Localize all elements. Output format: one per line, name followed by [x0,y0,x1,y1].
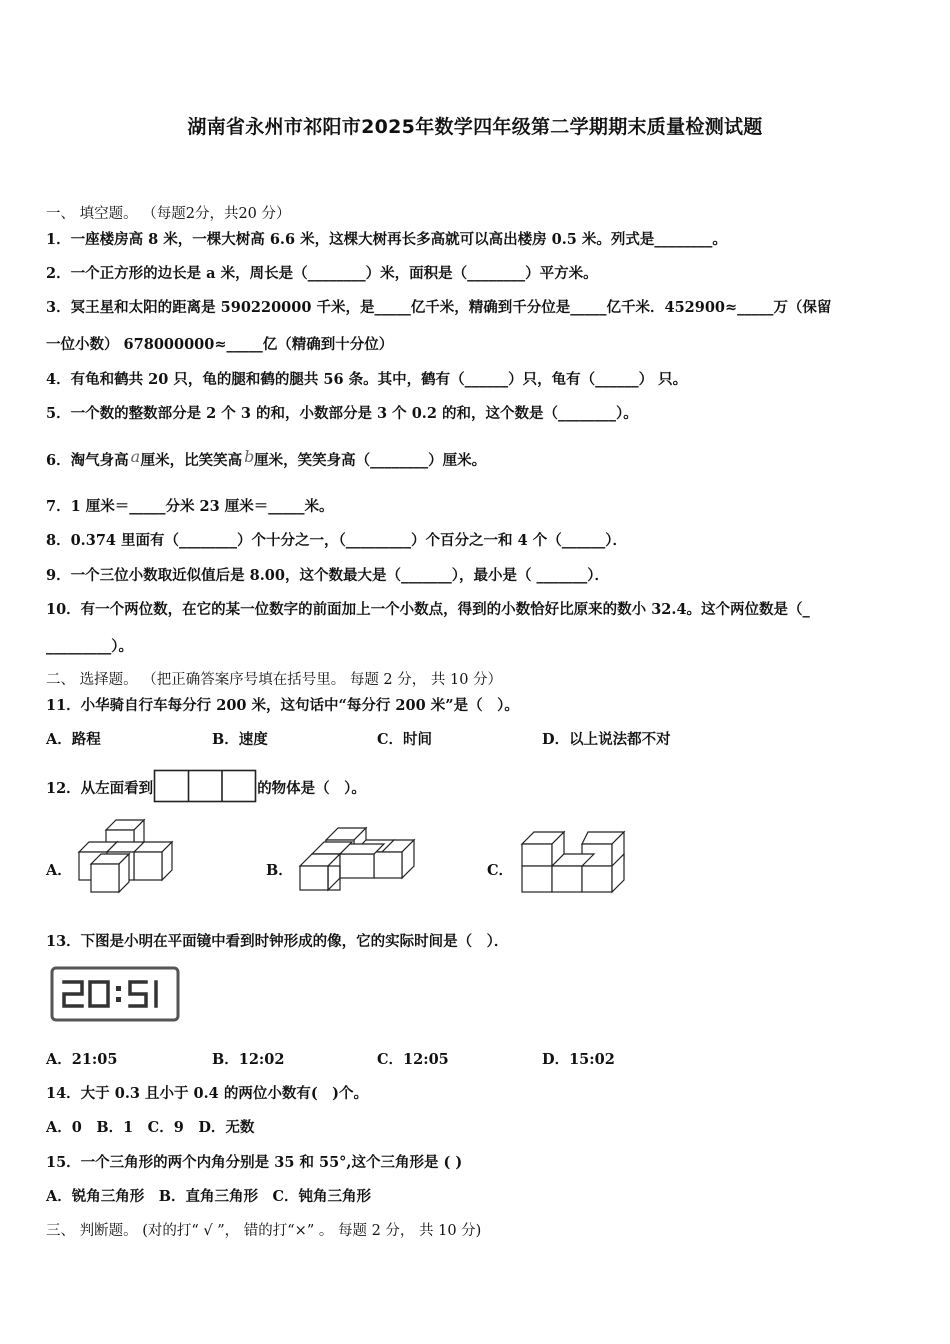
question-7: 7．1 厘米＝_____分米 23 厘米＝_____米。 [46,498,334,515]
clock-display [50,966,180,1022]
section-3-heading: 三、 判断题。 (对的打“ √ ”， 错的打“×” 。 每题 2 分， 共 10 分) [46,1223,482,1239]
question-5: 5．一个数的整数部分是 2 个 3 的和，小数部分是 3 个 0.2 的和，这个数是（________）。 [46,405,638,422]
q12-part-1: 12．从左面看到 [46,780,154,797]
q6-part-2: 厘米，比笑笑高 [140,452,243,469]
question-10-line-1: 10．有一个两位数，在它的某一位数字的前面加上一个小数点，得到的小数恰好比原来的数小 32.4。这个两位数是（_ [46,601,810,618]
question-3-line-1: 3．冥王星和太阳的距离是 590220000 千米，是_____亿千米，精确到千分位是_____亿千米．452900≈_____万（保留 [46,299,832,316]
page-title: 湖南省永州市祁阳市2025年数学四年级第二学期期末质量检测试题 [187,116,763,138]
mirrored-digital-clock [50,966,180,1022]
q12-option-a-label: A． [46,862,72,879]
cube-figure-b [296,826,416,892]
question-14: 14．大于 0.3 且小于 0.4 的两位小数有( )个。 [46,1085,369,1102]
section-1-heading: 一、 填空题。 （每题2分，共20 分） [46,206,291,222]
variable-b: b [244,447,255,466]
question-9: 9．一个三位小数取近似值后是 8.00，这个数最大是（_______），最小是（ _______）． [46,567,609,584]
question-11: 11．小华骑自行车每分行 200 米，这句话中“每分行 200 米”是（ ）。 [46,697,519,714]
question-13: 13．下图是小明在平面镜中看到时钟形成的像，它的实际时间是（ ）． [46,933,509,950]
q13-option-d: D．15:02 [542,1051,615,1068]
q15-options: A．锐角三角形 B．直角三角形 C．钝角三角形 [46,1188,372,1205]
question-10-line-2: _________）。 [46,638,133,655]
cube-figure-c [518,830,630,896]
question-8: 8．0.374 里面有（________）个十分之一，（_________）个百分之一和 4 个（______）． [46,532,627,549]
q11-option-d: D．以上说法都不对 [542,731,671,748]
q13-option-b: B．12:02 [212,1051,285,1068]
question-3-line-2: 一位小数） 678000000≈_____亿（精确到十分位） [46,336,394,353]
q6-part-3: 厘米，笑笑身高（________）厘米。 [254,452,487,469]
question-12 [46,775,366,803]
question-1: 1．一座楼房高 8 米，一棵大树高 6.6 米，这棵大树再长多高就可以高出楼房 0.5 米。列式是________。 [46,231,727,248]
q6-part-1: 6．淘气身高 [46,452,129,469]
q14-options: A．0 B．1 C．9 D．无数 [46,1119,255,1136]
cube-figure-a [76,818,176,894]
q13-option-c: C．12:05 [377,1051,449,1068]
q12-option-b-label: B． [266,862,293,879]
q12-part-2: 的物体是（ ）。 [257,780,366,797]
variable-a: a [130,447,141,466]
q13-option-a: A．21:05 [46,1051,118,1068]
q11-option-c: C．时间 [377,731,433,748]
question-6 [46,449,486,470]
q12-option-c-label: C． [487,862,514,879]
q11-option-b: B．速度 [212,731,268,748]
question-15: 15．一个三角形的两个内角分别是 35 和 55°,这个三角形是 ( ) [46,1154,463,1171]
section-2-heading: 二、 选择题。 （把正确答案序号填在括号里。 每题 2 分， 共 10 分） [46,672,503,688]
question-2: 2．一个正方形的边长是 a 米，周长是（________）米，面积是（________）平方米。 [46,265,598,282]
left-view-three-squares [153,769,257,803]
question-4: 4．有龟和鹤共 20 只，龟的腿和鹤的腿共 56 条。其中，鹤有（______）只，龟有（______） 只。 [46,371,688,388]
q11-option-a: A．路程 [46,731,101,748]
